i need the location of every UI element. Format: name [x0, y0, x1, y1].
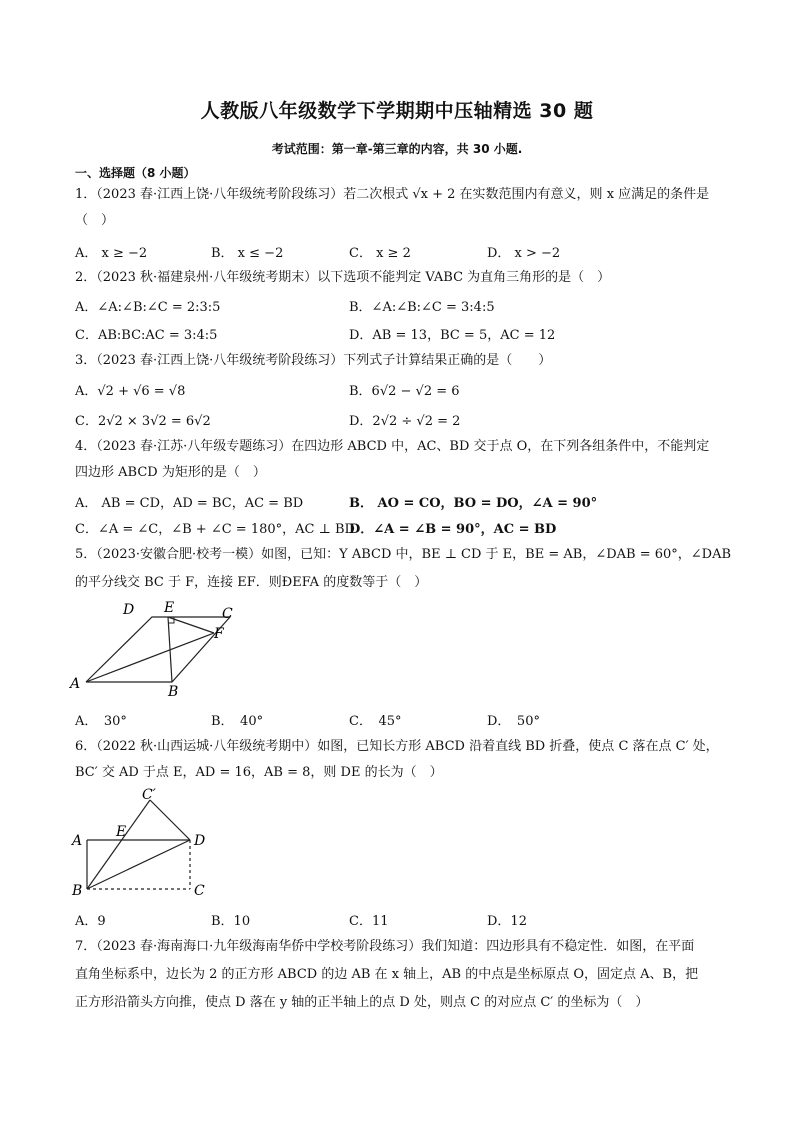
q5-option-b: B． 40° — [211, 714, 264, 729]
document-title: 人教版八年级数学下学期期中压轴精选 30 题 — [200, 100, 594, 122]
q6-label-b: B — [72, 883, 83, 899]
q5-option-c: C． 45° — [349, 714, 402, 729]
q4-stem-line1: 4．（2023 春·江苏·八年级专题练习）在四边形 ABCD 中，AC、BD 交于点 O，在下列各组条件中，不能判定 — [75, 439, 710, 454]
q3-option-a: A．√2 + √6 = √8 — [75, 384, 186, 399]
segment-ef — [168, 617, 214, 633]
q5-label-b: B — [168, 684, 179, 700]
q7-stem-line2: 直角坐标系中，边长为 2 的正方形 ABCD 的边 AB 在 x 轴上，AB 的中点是坐标原点 O，固定点 A、B，把 — [75, 967, 699, 982]
q5-label-c: C — [222, 606, 233, 622]
q4-option-b: B． AO = CO，BO = DO，∠A = 90° — [349, 496, 598, 511]
q6-option-d: D．12 — [487, 914, 527, 929]
section-heading-choice: 一、选择题（8 小题） — [75, 166, 196, 180]
q7-stem-line3: 正方形沿箭头方向推，使点 D 落在 y 轴的正半轴上的点 D 处，则点 C 的对应点 C′ 的坐标为（ ） — [75, 995, 649, 1010]
diagonal-bd — [87, 840, 190, 889]
exam-scope: 考试范围：第一章-第三章的内容，共 30 小题. — [271, 142, 523, 156]
q2-option-b: B．∠A:∠B:∠C = 3:4:5 — [349, 300, 495, 315]
q6-label-d: D — [194, 833, 206, 849]
q3-option-c: C．2√2 × 3√2 = 6√2 — [75, 414, 211, 429]
q4-stem-line2: 四边形 ABCD 为矩形的是（ ） — [75, 465, 266, 480]
q6-option-b: B．10 — [211, 914, 251, 929]
q6-label-e: E — [116, 824, 127, 840]
q6-label-c-prime: C′ — [142, 788, 156, 803]
q1-option-d: D． x > −2 — [487, 246, 561, 261]
q5-option-a: A． 30° — [75, 714, 127, 729]
q1-stem-line2: （ ） — [75, 213, 115, 228]
bisector-af — [86, 633, 214, 682]
q1-option-c: C． x ≥ 2 — [349, 246, 411, 261]
q2-option-c: C．AB:BC:AC = 3:4:5 — [75, 328, 218, 343]
q6-label-a: A — [72, 833, 83, 849]
q5-option-d: D． 50° — [487, 714, 540, 729]
q1-option-b: B． x ≤ −2 — [211, 246, 284, 261]
parallelogram-abcd — [86, 617, 230, 682]
segment-bc-prime — [87, 800, 150, 889]
q5-stem-line2: 的平分线交 BC 于 F，连接 EF．则ÐEFA 的度数等于（ ） — [75, 575, 428, 590]
q4-option-a: A． AB = CD，AD = BC，AC = BD — [75, 496, 304, 511]
q7-stem-line1: 7．（2023 春·海南海口·九年级海南华侨中学校考阶段练习）我们知道：四边形具有不稳定性．如图，在平面 — [75, 939, 695, 954]
q5-stem-line1: 5．（2023·安徽合肥·校考一模）如图，已知：Y ABCD 中，BE ⊥ CD 于 E，BE = AB，∠DAB = 60°，∠DAB — [75, 547, 732, 562]
q3-stem: 3．（2023 春·江西上饶·八年级统考阶段练习）下列式子计算结果正确的是（ ） — [75, 353, 552, 368]
q5-label-d: D — [123, 602, 135, 618]
q6-option-c: C．11 — [349, 914, 389, 929]
q3-option-b: B．6√2 − √2 = 6 — [349, 384, 460, 399]
q6-stem-line1: 6．（2022 秋·山西运城·八年级统考期中）如图，已知长方形 ABCD 沿着直线 BD 折叠，使点 C 落在点 C′ 处， — [75, 739, 719, 754]
q5-label-a: A — [70, 676, 81, 692]
q6-rectangle-fold-figure — [60, 788, 230, 903]
q2-stem: 2．（2023 秋·福建泉州·八年级统考期末）以下选项不能判定 VABC 为直角三角形的是（ ） — [75, 270, 611, 285]
q5-parallelogram-figure — [60, 596, 260, 706]
q3-option-d: D．2√2 ÷ √2 = 2 — [349, 414, 461, 429]
q1-option-a: A． x ≥ −2 — [75, 246, 148, 261]
q5-label-e: E — [164, 600, 175, 616]
q2-option-a: A．∠A:∠B:∠C = 2:3:5 — [75, 300, 221, 315]
q6-option-a: A．9 — [75, 914, 106, 929]
q5-label-f: F — [214, 626, 224, 642]
q4-option-d: D．∠A = ∠B = 90°，AC = BD — [349, 522, 557, 537]
q1-stem-line1: 1．（2023 春·江西上饶·八年级统考阶段练习）若二次根式 √x + 2 在实数范围内有意义，则 x 应满足的条件是 — [75, 187, 710, 202]
q2-option-d: D．AB = 13，BC = 5，AC = 12 — [349, 328, 556, 343]
segment-c-prime-d — [150, 800, 190, 840]
q6-stem-line2: BC′ 交 AD 于点 E，AD = 16，AB = 8，则 DE 的长为（ ） — [75, 765, 443, 780]
q4-option-c: C．∠A = ∠C，∠B + ∠C = 180°，AC ⊥ BD — [75, 522, 355, 537]
q6-label-c: C — [194, 883, 205, 899]
